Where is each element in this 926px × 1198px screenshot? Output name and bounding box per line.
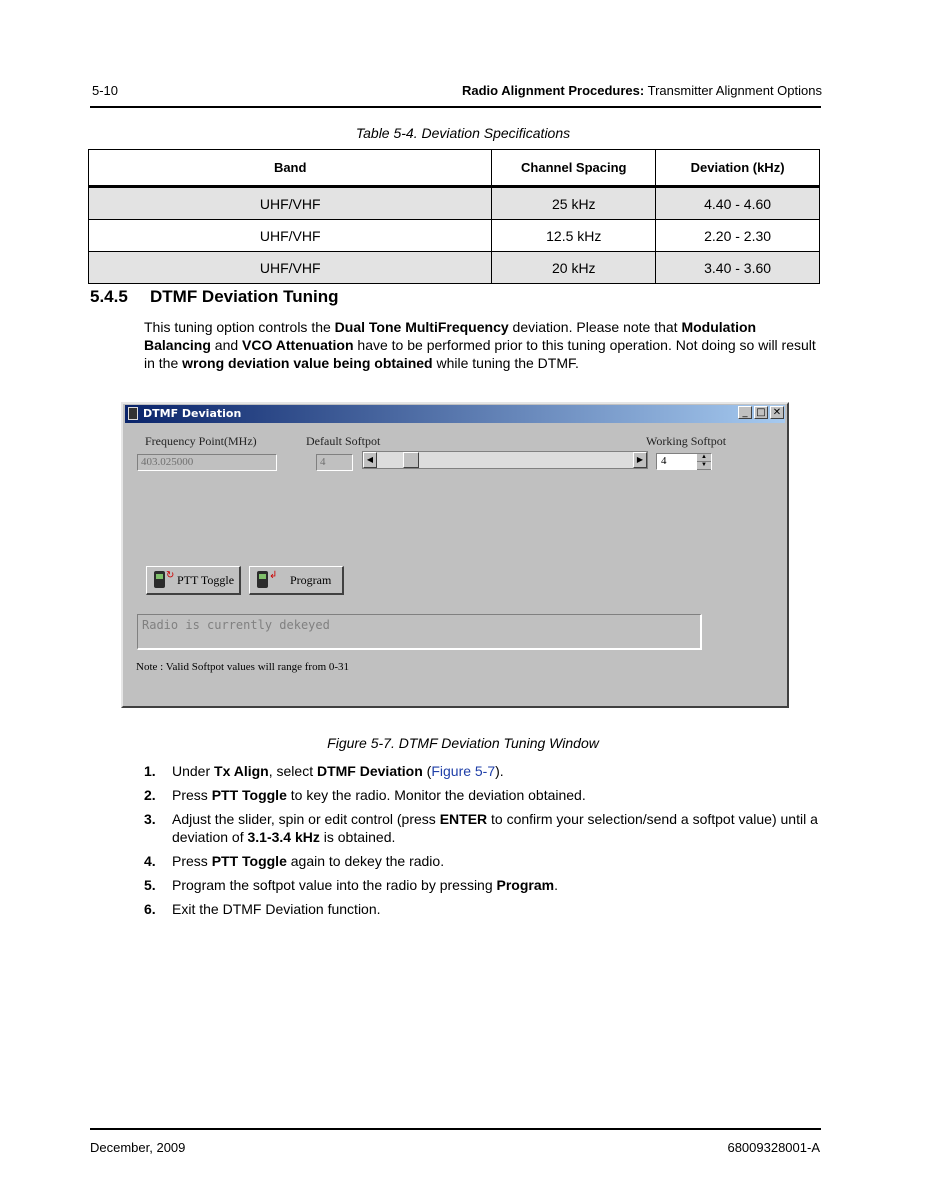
para-bold: wrong deviation value being obtained (182, 355, 433, 371)
window-title: DTMF Deviation (143, 407, 242, 420)
header-rule (90, 106, 821, 108)
table-row (89, 187, 820, 220)
column-header: Band (89, 150, 492, 187)
radio-icon (154, 571, 165, 588)
ptt-toggle-label: PTT Toggle (177, 573, 235, 587)
list-item (144, 762, 822, 780)
para-bold: Modulation Balancing (144, 319, 757, 353)
step-text: , select (268, 763, 317, 779)
table-cell: UHF/VHF (89, 220, 492, 252)
step-bold: Program (496, 877, 555, 893)
table-cell: 12.5 kHz (492, 220, 656, 252)
step-text: Press (172, 853, 212, 869)
caption-buttons (738, 406, 784, 419)
procedure-steps (144, 762, 822, 924)
table-cell: 25 kHz (492, 187, 656, 220)
para-text: This tuning option controls the (144, 319, 335, 335)
table-row (89, 220, 820, 252)
softpot-slider[interactable] (362, 451, 648, 469)
frequency-point-label: Frequency Point(MHz) (145, 434, 257, 448)
list-item (144, 786, 822, 804)
arrow-icon: ↲ (269, 570, 278, 581)
step-text: to confirm your selection/send a softpot value) until a deviation of (172, 811, 818, 845)
list-item (144, 852, 822, 870)
footer-doc-id: 68009328001-A (727, 1140, 820, 1155)
list-item (144, 900, 822, 918)
step-text: Program the softpot value into the radio by pressing (172, 877, 497, 893)
para-text: deviation. Please note that (508, 319, 682, 335)
para-text: have to be performed prior to this tuning operation. Not doing so will result in the (144, 337, 816, 371)
para-bold: Dual Tone MultiFrequency (334, 319, 509, 335)
radio-icon (128, 407, 138, 420)
spin-down-icon[interactable]: ▼ (697, 462, 711, 470)
column-header: Channel Spacing (492, 150, 656, 187)
radio-icon (257, 571, 268, 588)
status-field: Radio is currently dekeyed (137, 614, 702, 650)
step-bold: 3.1-3.4 kHz (247, 829, 320, 845)
header-title-bold: Radio Alignment Procedures: (461, 83, 645, 98)
step-bold: PTT Toggle (211, 787, 287, 803)
ptt-toggle-button[interactable] (146, 566, 241, 595)
table-header-row (89, 150, 820, 187)
slider-thumb[interactable] (403, 452, 419, 468)
deviation-spec-table (88, 149, 820, 284)
table-cell: 4.40 - 4.60 (656, 187, 820, 220)
section-title: DTMF Deviation Tuning (150, 287, 339, 306)
step-number: 6. (144, 901, 156, 917)
step-text: again to dekey the radio. (286, 853, 445, 869)
step-text: ). (495, 763, 504, 779)
table-cell: 3.40 - 3.60 (656, 252, 820, 284)
para-bold: VCO Attenuation (242, 337, 354, 353)
para-text: while tuning the DTMF. (432, 355, 579, 371)
frequency-point-field: 403.025000 (137, 454, 277, 471)
step-text: is obtained. (319, 829, 396, 845)
step-number: 2. (144, 787, 156, 803)
scroll-right-icon[interactable]: ▶ (633, 452, 647, 468)
working-softpot-value[interactable]: 4 (661, 455, 667, 467)
step-bold: ENTER (439, 811, 488, 827)
program-button[interactable] (249, 566, 344, 595)
working-softpot-spinner[interactable] (656, 453, 712, 470)
table-cell: 2.20 - 2.30 (656, 220, 820, 252)
softpot-range-note: Note : Valid Softpot values will range from 0-31 (136, 661, 350, 673)
spin-up-icon[interactable]: ▲ (697, 454, 711, 462)
step-number: 3. (144, 811, 156, 827)
program-label: Program (290, 573, 332, 587)
step-bold: PTT Toggle (211, 853, 287, 869)
section-paragraph (144, 318, 822, 372)
step-bold: DTMF Deviation (316, 763, 423, 779)
step-text: Exit the DTMF Deviation function. (172, 901, 381, 917)
step-number: 5. (144, 877, 156, 893)
title-bar[interactable] (125, 405, 785, 423)
table-caption: Table 5-4. Deviation Specifications (355, 125, 571, 141)
step-bold: Tx Align (214, 763, 269, 779)
step-number: 1. (144, 763, 156, 779)
arrow-icon: ↻ (166, 570, 175, 581)
working-softpot-label: Working Softpot (646, 434, 727, 448)
para-text: and (210, 337, 243, 353)
step-text: Adjust the slider, spin or edit control (press (172, 811, 440, 827)
spin-buttons (697, 454, 711, 469)
step-text: Under (172, 763, 215, 779)
default-softpot-field: 4 (316, 454, 353, 471)
section-number: 5.4.5 (90, 287, 128, 306)
step-text: to key the radio. Monitor the deviation obtained. (286, 787, 586, 803)
list-item (144, 810, 822, 846)
header-title-rest: Transmitter Alignment Options (647, 83, 822, 98)
footer-date: December, 2009 (90, 1140, 186, 1155)
step-number: 4. (144, 853, 156, 869)
step-text: Press (172, 787, 212, 803)
figure-caption: Figure 5-7. DTMF Deviation Tuning Window (327, 735, 599, 751)
page-number: 5-10 (92, 83, 119, 98)
step-text: . (554, 877, 558, 893)
table-cell: UHF/VHF (89, 252, 492, 284)
scroll-left-icon[interactable]: ◀ (363, 452, 377, 468)
figure-link[interactable]: Figure 5-7 (431, 763, 496, 779)
table-cell: UHF/VHF (89, 187, 492, 220)
table-row (89, 252, 820, 284)
table-cell: 20 kHz (492, 252, 656, 284)
step-text: ( (422, 763, 432, 779)
footer-rule (90, 1128, 821, 1130)
minimize-icon[interactable]: _ (738, 406, 752, 419)
column-header: Deviation (kHz) (656, 150, 820, 187)
list-item (144, 876, 822, 894)
maximize-icon[interactable]: □ (754, 406, 768, 419)
running-header (462, 83, 822, 98)
close-icon[interactable]: ✕ (770, 406, 784, 419)
default-softpot-label: Default Softpot (306, 434, 381, 448)
